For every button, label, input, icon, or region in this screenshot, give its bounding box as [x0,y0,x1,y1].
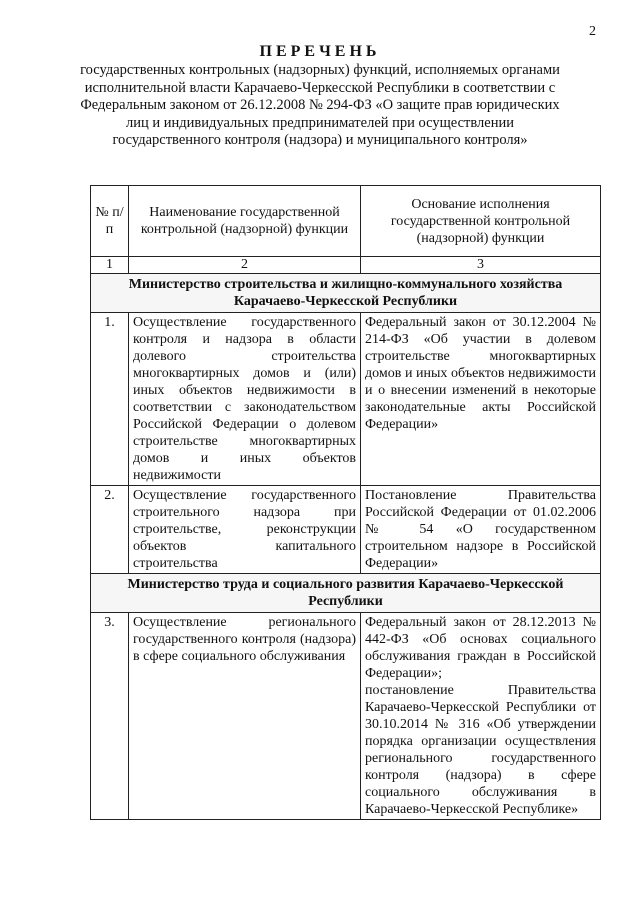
column-number: 3 [361,257,601,274]
subtitle-line: исполнительной власти Карачаево-Черкесской Республики в соответствии с [84,79,556,96]
header-function-name: Наименование государственной контрольной (надзорной) функции [129,186,361,257]
page-number: 2 [589,24,596,39]
function-cell: Осуществление государственного контроля и надзора в области долевого строительства многоквартирных домов и (или) иных объектов недвижимости в соответствии с законодательством Российской Федерации о долевом строительстве многоквартирных домов и иных объектов недвижимости [129,313,361,486]
functions-table [90,185,601,820]
subtitle-line: государственных контрольных (надзорных) функций, исполняемых органами [80,62,560,78]
function-cell: Осуществление регионального государственного контроля (надзора) в сфере социального обслуживания [129,613,361,820]
subtitle-line: лиц и индивидуальных предпринимателей при осуществлении [126,114,514,131]
section-title: Министерство труда и социального развития Карачаево-Черкесской Республики [91,574,601,613]
row-number: 1. [91,313,129,486]
basis-part: постановление Правительства Карачаево-Черкесской Республики от 30.10.2014 № 316 «Об утверждении порядка организации осуществления регионального государственного контроля (надзора) в сфере социального обслуживания в Карачаево-Черкесской Республике» [365,683,596,817]
column-number-row [91,257,601,274]
row-number: 2. [91,486,129,574]
subtitle-line: Федеральным законом от 26.12.2008 № 294-ФЗ «О защите прав юридических [80,97,560,113]
section-row [91,274,601,313]
document-title: ПЕРЕЧЕНЬ [259,43,381,60]
table-row [91,486,601,574]
column-number: 1 [91,257,129,274]
row-number: 3. [91,613,129,820]
basis-part: Федеральный закон от 28.12.2013 № 442-ФЗ «Об основах социального обслуживания граждан в Российской Федерации»; [365,615,596,681]
document-subtitle [60,62,580,150]
basis-cell: Постановление Правительства Российской Федерации от 01.02.2006 № 54 «О государственном строительном надзоре в Российской Федерации» [361,486,601,574]
subtitle-line: государственного контроля (надзора) и муниципального контроля» [112,132,528,148]
table-row [91,613,601,820]
header-basis: Основание исполнения государственной контрольной (надзорной) функции [361,186,601,257]
basis-cell: Федеральный закон от 30.12.2004 № 214-ФЗ «Об участии в долевом строительстве многоквартирных домов и иных объектов недвижимости и о внесении изменений в некоторые законодательные акты Российской Федерации» [361,313,601,486]
table-row [91,313,601,486]
basis-cell [361,613,601,820]
table-header-row [91,186,601,257]
header-number: № п/п [91,186,129,257]
function-cell: Осуществление государственного строительного надзора при строительстве, реконструкции объектов капитального строительства [129,486,361,574]
section-row [91,574,601,613]
section-title: Министерство строительства и жилищно-коммунального хозяйства Карачаево-Черкесской Республики [91,274,601,313]
document-heading [60,42,580,150]
column-number: 2 [129,257,361,274]
